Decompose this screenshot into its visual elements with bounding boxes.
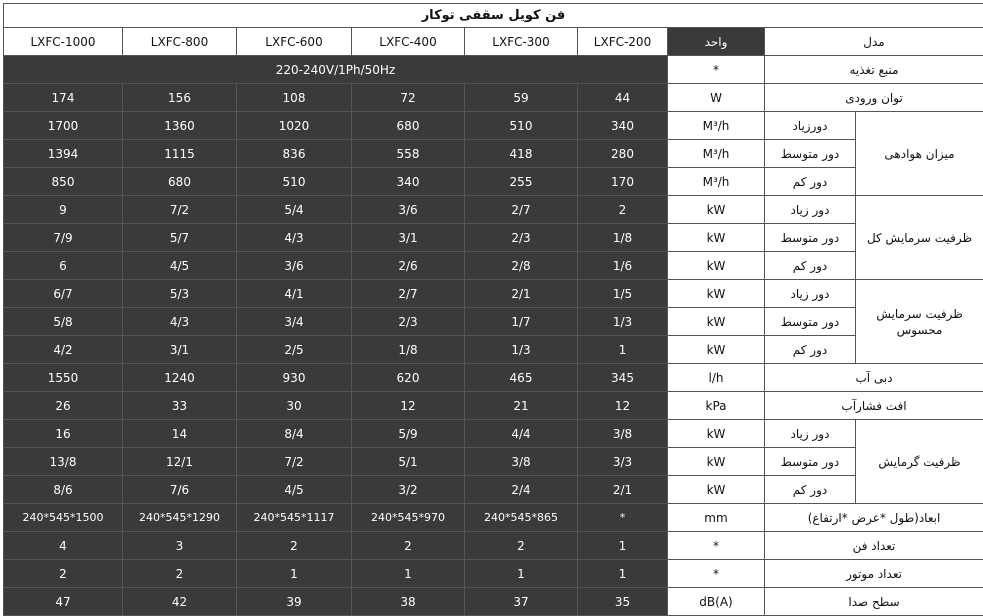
- value-cell: 2/3: [352, 308, 465, 336]
- model-header: LXFC-600: [237, 28, 352, 56]
- value-cell: 16: [4, 420, 123, 448]
- value-cell: 12: [352, 392, 465, 420]
- value-cell: 240*545*1290: [123, 504, 237, 532]
- value-cell: 510: [465, 112, 578, 140]
- value-cell: 3/2: [352, 476, 465, 504]
- unit-cell: M³/h: [668, 168, 765, 196]
- value-cell: 72: [352, 84, 465, 112]
- group-label: ظرفیت سرمایش کل: [856, 196, 983, 280]
- model-header: LXFC-1000: [4, 28, 123, 56]
- value-cell: 1/7: [465, 308, 578, 336]
- unit-cell: kW: [668, 224, 765, 252]
- value-cell: 5/9: [352, 420, 465, 448]
- value-cell: 4/5: [237, 476, 352, 504]
- value-cell: 4/1: [237, 280, 352, 308]
- value-cell: 33: [123, 392, 237, 420]
- table-row: [4, 532, 983, 560]
- table-row: [4, 588, 983, 616]
- value-cell: 3/6: [352, 196, 465, 224]
- value-cell: 12: [578, 392, 668, 420]
- value-cell: 21: [465, 392, 578, 420]
- value-cell: 1115: [123, 140, 237, 168]
- value-cell: 2/1: [578, 476, 668, 504]
- value-cell: 4/5: [123, 252, 237, 280]
- table-row: [4, 308, 983, 336]
- table-row: [4, 448, 983, 476]
- value-cell: 59: [465, 84, 578, 112]
- value-cell: 620: [352, 364, 465, 392]
- value-cell: 47: [4, 588, 123, 616]
- table-title: فن کویل سقفی توکار: [4, 4, 983, 28]
- value-cell: 156: [123, 84, 237, 112]
- value-cell: 2/3: [465, 224, 578, 252]
- power-supply-value: 220-240V/1Ph/50Hz: [4, 56, 668, 84]
- value-cell: 1700: [4, 112, 123, 140]
- value-cell: 30: [237, 392, 352, 420]
- table-row: [4, 196, 983, 224]
- value-cell: *: [578, 504, 668, 532]
- unit-cell: *: [668, 560, 765, 588]
- value-cell: 38: [352, 588, 465, 616]
- value-cell: 174: [4, 84, 123, 112]
- sub-label: دور متوسط: [765, 224, 856, 252]
- value-cell: 39: [237, 588, 352, 616]
- value-cell: 1: [352, 560, 465, 588]
- value-cell: 1: [578, 532, 668, 560]
- value-cell: 2: [578, 196, 668, 224]
- value-cell: 7/9: [4, 224, 123, 252]
- value-cell: 3/1: [352, 224, 465, 252]
- value-cell: 12/1: [123, 448, 237, 476]
- value-cell: 14: [123, 420, 237, 448]
- value-cell: 2: [4, 560, 123, 588]
- row-label: دبی آب: [765, 364, 983, 392]
- value-cell: 340: [352, 168, 465, 196]
- value-cell: 2: [465, 532, 578, 560]
- value-cell: 2: [237, 532, 352, 560]
- value-cell: 1/3: [578, 308, 668, 336]
- row-label: ابعاد(طول *عرض *ارتفاع): [765, 504, 983, 532]
- value-cell: 240*545*1500: [4, 504, 123, 532]
- value-cell: 680: [123, 168, 237, 196]
- row-label: تعداد فن: [765, 532, 983, 560]
- value-cell: 2/7: [465, 196, 578, 224]
- table-row: [4, 364, 983, 392]
- value-cell: 1360: [123, 112, 237, 140]
- value-cell: 1/3: [465, 336, 578, 364]
- value-cell: 5/7: [123, 224, 237, 252]
- value-cell: 4/4: [465, 420, 578, 448]
- model-header: LXFC-300: [465, 28, 578, 56]
- model-header: LXFC-400: [352, 28, 465, 56]
- value-cell: 930: [237, 364, 352, 392]
- value-cell: 240*545*1117: [237, 504, 352, 532]
- unit-cell: kPa: [668, 392, 765, 420]
- value-cell: 2/5: [237, 336, 352, 364]
- value-cell: 465: [465, 364, 578, 392]
- unit-cell: kW: [668, 280, 765, 308]
- sub-label: دور کم: [765, 252, 856, 280]
- group-label: ظرفیت گرمایش: [856, 420, 983, 504]
- value-cell: 108: [237, 84, 352, 112]
- model-header: LXFC-800: [123, 28, 237, 56]
- sub-label: دور زیاد: [765, 280, 856, 308]
- value-cell: 4/3: [123, 308, 237, 336]
- value-cell: 37: [465, 588, 578, 616]
- unit-cell: kW: [668, 308, 765, 336]
- value-cell: 1240: [123, 364, 237, 392]
- value-cell: 6: [4, 252, 123, 280]
- value-cell: 3: [123, 532, 237, 560]
- value-cell: 836: [237, 140, 352, 168]
- table-row: [4, 56, 983, 84]
- value-cell: 5/1: [352, 448, 465, 476]
- value-cell: 35: [578, 588, 668, 616]
- unit-header: واحد: [668, 28, 765, 56]
- value-cell: 240*545*970: [352, 504, 465, 532]
- table-row: [4, 392, 983, 420]
- table-row: [4, 168, 983, 196]
- unit-cell: l/h: [668, 364, 765, 392]
- row-label: سطح صدا: [765, 588, 983, 616]
- value-cell: 4/3: [237, 224, 352, 252]
- value-cell: 7/6: [123, 476, 237, 504]
- value-cell: 7/2: [123, 196, 237, 224]
- sub-label: دور کم: [765, 336, 856, 364]
- sub-label: دور زیاد: [765, 420, 856, 448]
- value-cell: 4/2: [4, 336, 123, 364]
- value-cell: 3/3: [578, 448, 668, 476]
- table-row: [4, 252, 983, 280]
- sub-label: دور کم: [765, 476, 856, 504]
- row-label: افت فشارآب: [765, 392, 983, 420]
- value-cell: 2/8: [465, 252, 578, 280]
- value-cell: 7/2: [237, 448, 352, 476]
- row-label: تعداد موتور: [765, 560, 983, 588]
- value-cell: 340: [578, 112, 668, 140]
- value-cell: 2: [123, 560, 237, 588]
- sub-label: دور کم: [765, 168, 856, 196]
- value-cell: 13/8: [4, 448, 123, 476]
- unit-cell: *: [668, 532, 765, 560]
- unit-cell: mm: [668, 504, 765, 532]
- value-cell: 1: [237, 560, 352, 588]
- value-cell: 1394: [4, 140, 123, 168]
- value-cell: 510: [237, 168, 352, 196]
- value-cell: 3/6: [237, 252, 352, 280]
- value-cell: 1: [578, 560, 668, 588]
- value-cell: 44: [578, 84, 668, 112]
- group-label: میزان هوادهی: [856, 112, 983, 196]
- value-cell: 3/4: [237, 308, 352, 336]
- value-cell: 280: [578, 140, 668, 168]
- value-cell: 418: [465, 140, 578, 168]
- table-row: [4, 476, 983, 504]
- value-cell: 345: [578, 364, 668, 392]
- value-cell: 1: [465, 560, 578, 588]
- table-row: [4, 280, 983, 308]
- value-cell: 26: [4, 392, 123, 420]
- value-cell: 850: [4, 168, 123, 196]
- table-row: [4, 112, 983, 140]
- value-cell: 8/4: [237, 420, 352, 448]
- model-header: LXFC-200: [578, 28, 668, 56]
- spec-table: [3, 3, 983, 616]
- table-row: [4, 504, 983, 532]
- value-cell: 3/8: [578, 420, 668, 448]
- value-cell: 5/8: [4, 308, 123, 336]
- unit-cell: M³/h: [668, 112, 765, 140]
- value-cell: 2/6: [352, 252, 465, 280]
- unit-cell: kW: [668, 196, 765, 224]
- unit-cell: kW: [668, 252, 765, 280]
- sub-label: دور زیاد: [765, 196, 856, 224]
- table-row: [4, 224, 983, 252]
- unit-cell: kW: [668, 336, 765, 364]
- value-cell: 2: [352, 532, 465, 560]
- sub-label: دورزیاد: [765, 112, 856, 140]
- value-cell: 3/1: [123, 336, 237, 364]
- value-cell: 6/7: [4, 280, 123, 308]
- unit-cell: M³/h: [668, 140, 765, 168]
- sub-label: دور متوسط: [765, 448, 856, 476]
- table-row: [4, 420, 983, 448]
- value-cell: 1/5: [578, 280, 668, 308]
- value-cell: 8/6: [4, 476, 123, 504]
- sub-label: دور متوسط: [765, 308, 856, 336]
- table-row: [4, 336, 983, 364]
- value-cell: 5/4: [237, 196, 352, 224]
- value-cell: 1020: [237, 112, 352, 140]
- row-label: توان ورودی: [765, 84, 983, 112]
- value-cell: 680: [352, 112, 465, 140]
- value-cell: 558: [352, 140, 465, 168]
- value-cell: 1/6: [578, 252, 668, 280]
- table-row: [4, 28, 983, 56]
- value-cell: 240*545*865: [465, 504, 578, 532]
- value-cell: 170: [578, 168, 668, 196]
- value-cell: 42: [123, 588, 237, 616]
- unit-cell: kW: [668, 420, 765, 448]
- value-cell: 5/3: [123, 280, 237, 308]
- value-cell: 9: [4, 196, 123, 224]
- unit-cell: kW: [668, 476, 765, 504]
- table-row: [4, 140, 983, 168]
- value-cell: 1: [578, 336, 668, 364]
- value-cell: 1550: [4, 364, 123, 392]
- value-cell: 4: [4, 532, 123, 560]
- value-cell: 1/8: [352, 336, 465, 364]
- group-label: ظرفیت سرمایش محسوس: [856, 280, 983, 364]
- table-row: [4, 560, 983, 588]
- model-label: مدل: [765, 28, 983, 56]
- value-cell: 3/8: [465, 448, 578, 476]
- unit-cell: kW: [668, 448, 765, 476]
- sub-label: دور متوسط: [765, 140, 856, 168]
- unit-cell: W: [668, 84, 765, 112]
- unit-cell: dB(A): [668, 588, 765, 616]
- value-cell: 2/1: [465, 280, 578, 308]
- unit-cell: *: [668, 56, 765, 84]
- value-cell: 255: [465, 168, 578, 196]
- value-cell: 1/8: [578, 224, 668, 252]
- value-cell: 2/4: [465, 476, 578, 504]
- value-cell: 2/7: [352, 280, 465, 308]
- table-row: [4, 84, 983, 112]
- row-label: منبع تغذیه: [765, 56, 983, 84]
